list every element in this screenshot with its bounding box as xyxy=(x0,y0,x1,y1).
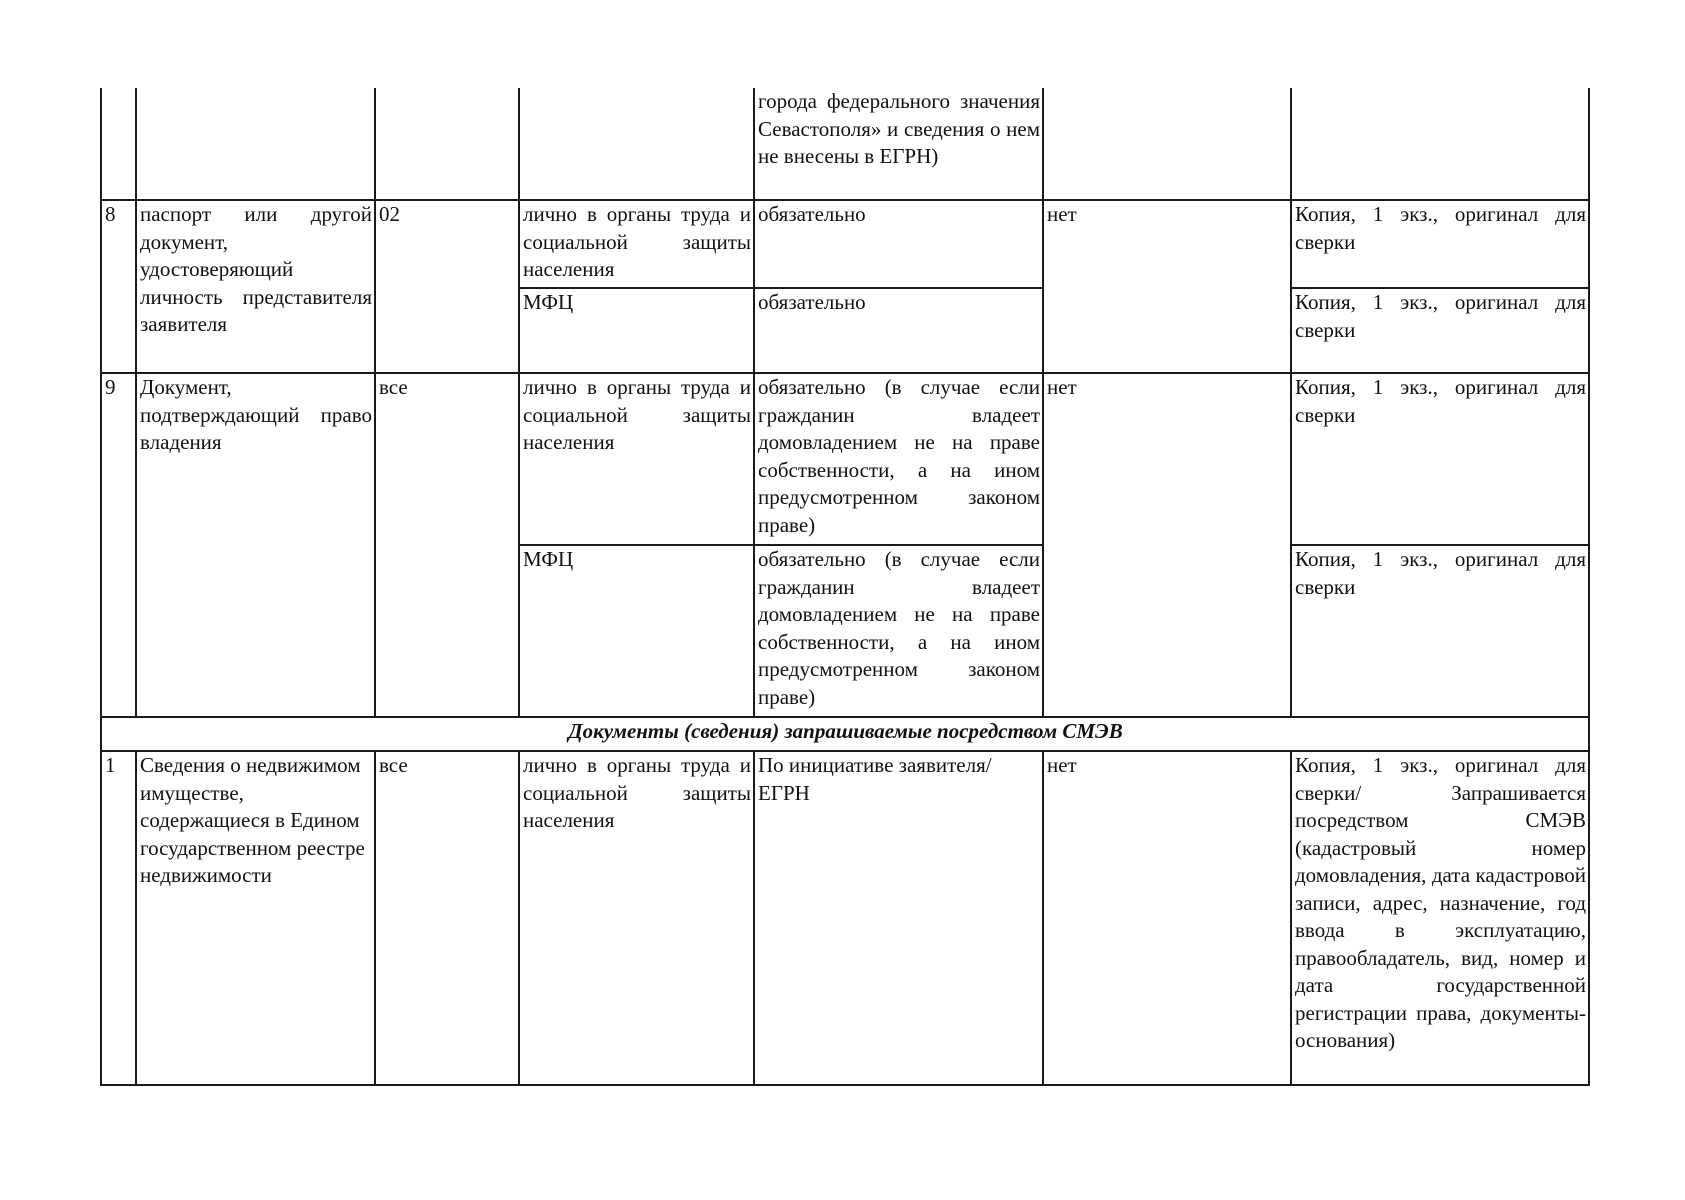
cell-condition: обязательно xyxy=(754,200,1043,288)
documents-table xyxy=(100,88,1590,1086)
cell-method: лично в органы труда и социальной защиты населения xyxy=(519,751,754,1085)
cell-method: лично в органы труда и социальной защиты населения xyxy=(519,373,754,545)
cell-smev: нет xyxy=(1043,200,1291,373)
cell-condition: По инициативе заявителя/ ЕГРН xyxy=(754,751,1043,1085)
cell-requirement: Копия, 1 экз., оригинал для сверки xyxy=(1291,288,1589,373)
section-header: Документы (сведения) запрашиваемые посредством СМЭВ xyxy=(101,717,1589,751)
cell-condition: обязательно xyxy=(754,288,1043,373)
cell-category xyxy=(375,88,519,200)
cell-number: 8 xyxy=(101,200,136,373)
cell-category: все xyxy=(375,373,519,717)
cell-method xyxy=(519,88,754,200)
cell-smev: нет xyxy=(1043,751,1291,1085)
cell-smev: нет xyxy=(1043,373,1291,717)
cell-document-name: паспорт или другой документ, удостоверяющий личность представителя заявителя xyxy=(136,200,375,373)
cell-method: МФЦ xyxy=(519,288,754,373)
cell-smev xyxy=(1043,88,1291,200)
cell-category: 02 xyxy=(375,200,519,373)
cell-number xyxy=(101,88,136,200)
cell-document-name xyxy=(136,88,375,200)
cell-condition: города федерального значения Севастополя» и сведения о нем не внесены в ЕГРН) xyxy=(754,88,1043,200)
cell-requirement: Копия, 1 экз., оригинал для сверки xyxy=(1291,545,1589,717)
table-row-continuation xyxy=(101,88,1589,200)
table-row-smev-1 xyxy=(101,751,1589,1085)
cell-requirement: Копия, 1 экз., оригинал для сверки xyxy=(1291,200,1589,288)
cell-requirement xyxy=(1291,88,1589,200)
cell-number: 9 xyxy=(101,373,136,717)
cell-condition: обязательно (в случае если гражданин владеет домовладением не на праве собственности, а на ином предусмотренном законом праве) xyxy=(754,545,1043,717)
cell-category: все xyxy=(375,751,519,1085)
cell-method: МФЦ xyxy=(519,545,754,717)
cell-document-name: Документ, подтверждающий право владения xyxy=(136,373,375,717)
cell-requirement: Копия, 1 экз., оригинал для сверки xyxy=(1291,373,1589,545)
table-row-8 xyxy=(101,200,1589,288)
cell-method: лично в органы труда и социальной защиты населения xyxy=(519,200,754,288)
cell-requirement: Копия, 1 экз., оригинал для сверки/ Запрашивается посредством СМЭВ (кадастровый номер домовладения, дата кадастровой записи, адрес, назначение, год ввода в эксплуатацию, правообладатель, вид, номер и дата государственной регистрации права, документы-основания) xyxy=(1291,751,1589,1085)
cell-number: 1 xyxy=(101,751,136,1085)
section-header-row xyxy=(101,717,1589,751)
cell-document-name: Сведения о недвижимом имуществе, содержащиеся в Едином государственном реестре недвижимости xyxy=(136,751,375,1085)
table-row-9 xyxy=(101,373,1589,545)
cell-condition: обязательно (в случае если гражданин владеет домовладением не на праве собственности, а на ином предусмотренном законом праве) xyxy=(754,373,1043,545)
